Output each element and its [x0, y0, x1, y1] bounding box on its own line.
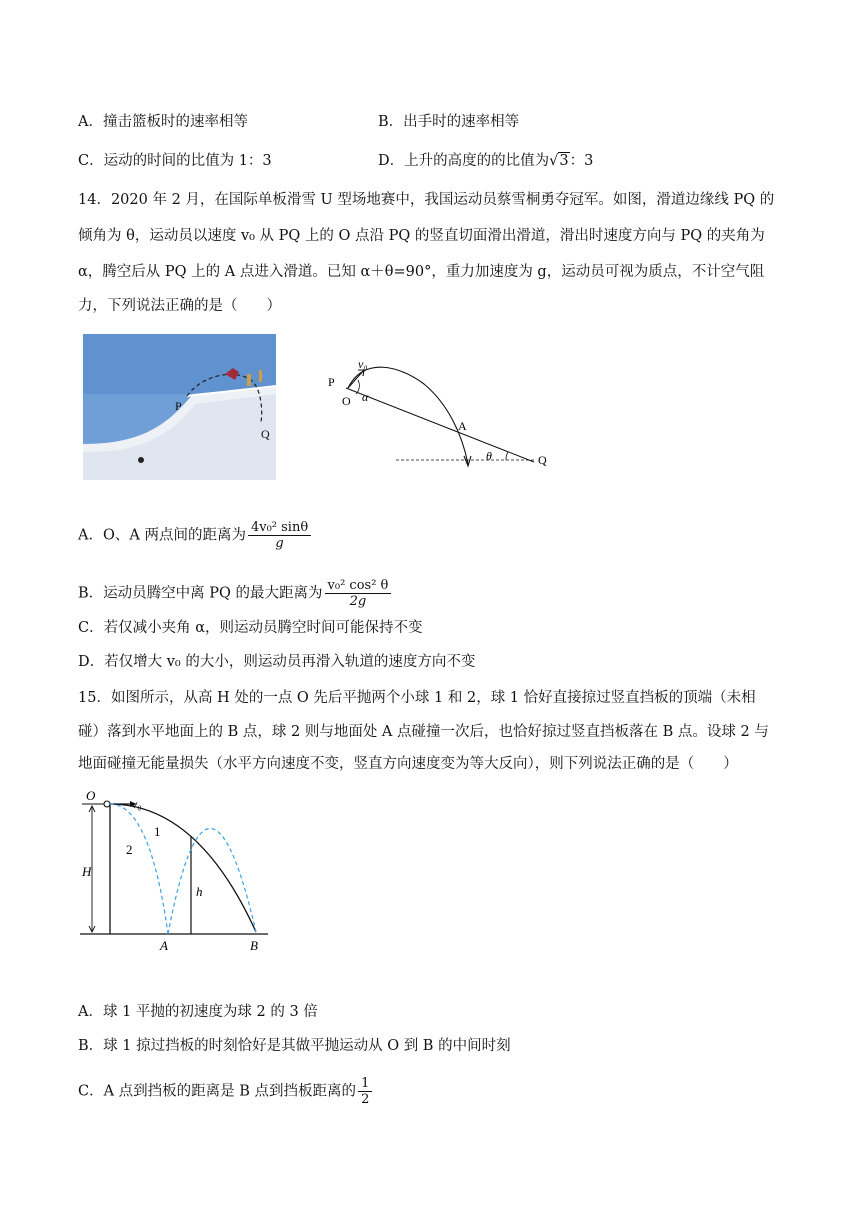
q14-stem-line3: α，腾空后从 PQ 上的 A 点进入滑道。已知 α＋θ=90°，重力加速度为 g，运动员可视为质点，不计空气阻 [78, 264, 765, 280]
q14-option-a [78, 520, 313, 551]
q14-halfpipe-photo [83, 334, 276, 480]
q15-diagram-label-h-big: H [82, 864, 92, 879]
q14-option-b-denominator: 2g [349, 594, 367, 609]
q14-option-a-fraction [248, 520, 311, 551]
q15-option-c-denominator: 2 [361, 1092, 370, 1107]
q14-diagram-label-theta: θ [486, 449, 492, 463]
q14-option-b-fraction [325, 578, 392, 609]
q14-option-d: D．若仅增大 v₀ 的大小，则运动员再滑入轨道的速度方向不变 [78, 654, 476, 670]
q14-trajectory-diagram [320, 352, 560, 482]
q13-option-c: C．运动的时间的比值为 1：3 [78, 153, 272, 169]
q14-option-b-numerator: v₀² cos² θ [325, 578, 392, 594]
q14-diagram-label-p: P [328, 375, 335, 389]
q14-option-a-numerator: 4v₀² sinθ [248, 520, 311, 536]
q15-projectile-diagram [78, 784, 278, 956]
q15-option-a: A．球 1 平抛的初速度为球 2 的 3 倍 [78, 1004, 318, 1020]
q14-diagram-label-q: Q [538, 453, 547, 467]
q14-option-a-prefix: A．O、A 两点间的距离为 [78, 527, 246, 544]
q15-diagram-label-ball-2: 2 [126, 842, 133, 857]
q15-diagram-label-h-small: h [196, 884, 203, 899]
q15-stem-line3: 地面碰撞无能量损失（水平方向速度不变，竖直方向速度变为等大反向），则下列说法正确的是（ ） [78, 756, 738, 772]
q13-option-d: D．上升的高度的的比值为√3：3 [378, 153, 594, 169]
q15-diagram-label-a: A [160, 938, 168, 953]
q15-option-c-fraction [358, 1076, 372, 1107]
q15-stem-line2: 碰）落到水平地面上的 B 点，球 2 则与地面处 A 点碰撞一次后，也恰好掠过竖直挡板落在 B 点。设球 2 与 [78, 724, 769, 740]
q14-option-a-denominator: g [275, 536, 284, 551]
q13-option-d-suffix: ：3 [569, 153, 594, 169]
q14-stem-line4: 力，下列说法正确的是（ ） [78, 298, 281, 314]
q14-stem-line1: 14．2020 年 2 月，在国际单板滑雪 U 型场地赛中，我国运动员蔡雪桐勇夺冠军。如图，滑道边缘线 PQ 的 [78, 192, 775, 208]
q14-option-c: C．若仅减小夹角 α，则运动员腾空时间可能保持不变 [78, 620, 423, 636]
q14-option-b-prefix: B．运动员腾空中离 PQ 的最大距离为 [78, 585, 323, 602]
q15-diagram-label-o: O [86, 788, 96, 803]
q14-diagram-label-v0: v₀ [358, 357, 368, 371]
q13-option-d-prefix: D．上升的高度的的比值为 [378, 153, 550, 169]
q15-diagram-label-ball-1: 1 [154, 824, 161, 839]
q15-diagram-label-v0: v₀ [132, 797, 142, 811]
q14-photo-label-p: P [175, 399, 182, 413]
q14-diagram-label-alpha: α [362, 390, 369, 404]
q15-option-c-prefix: C．A 点到挡板的距离是 B 点到挡板距离的 [78, 1083, 357, 1100]
q14-diagram-label-o: O [342, 394, 351, 408]
q15-option-c-numerator: 1 [358, 1076, 372, 1092]
q13-option-b: B．出手时的速率相等 [378, 114, 520, 130]
q14-diagram-label-a: A [458, 419, 467, 433]
q14-option-b [78, 578, 393, 609]
q15-option-b: B．球 1 掠过挡板的时刻恰好是其做平抛运动从 O 到 B 的中间时刻 [78, 1038, 511, 1054]
q15-stem-line1: 15．如图所示，从高 H 处的一点 O 先后平抛两个小球 1 和 2，球 1 恰好直接掠过竖直挡板的顶端（未相 [78, 690, 756, 706]
q14-photo-label-q: Q [261, 427, 270, 441]
q15-option-c [78, 1076, 374, 1107]
q13-option-d-root: 3 [559, 153, 569, 169]
q15-diagram-label-b: B [250, 938, 258, 953]
q13-option-a: A．撞击篮板时的速率相等 [78, 114, 248, 130]
q14-stem-line2: 倾角为 θ，运动员以速度 v₀ 从 PQ 上的 O 点沿 PQ 的竖直切面滑出滑道，滑出时速度方向与 PQ 的夹角为 [78, 228, 765, 244]
